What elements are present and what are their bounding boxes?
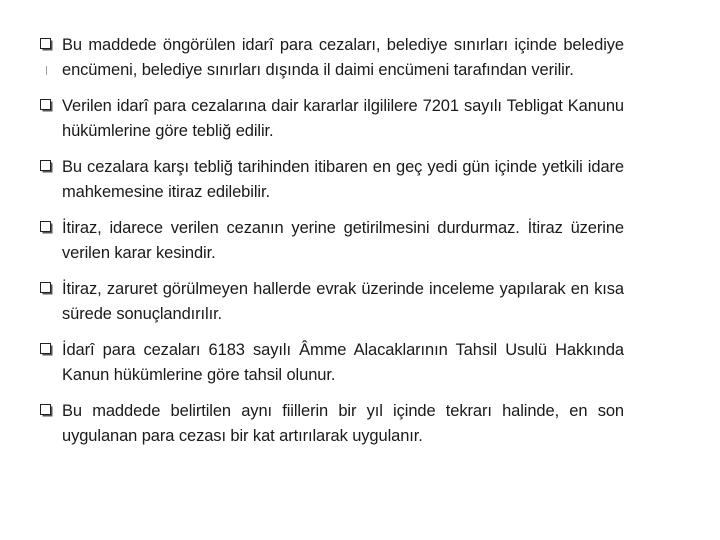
list-item [38, 277, 624, 326]
list-item-text: Bu maddede öngörülen idarî para cezaları, belediye sınırları içinde belediye encümeni, belediye sınırları dışında il daimi encümeni tarafından verilir. [62, 36, 624, 79]
box-bullet-icon [40, 99, 53, 112]
list-item [38, 338, 624, 387]
box-bullet-icon [40, 343, 53, 356]
box-bullet-icon [40, 160, 53, 173]
list-item [38, 33, 624, 82]
bullet-list [38, 33, 624, 448]
list-item-text: İtiraz, idarece verilen cezanın yerine getirilmesini durdurmaz. İtiraz üzerine verilen karar kesindir. [62, 219, 624, 262]
list-item [38, 399, 624, 448]
list-item-text: Bu maddede belirtilen aynı fiillerin bir yıl içinde tekrarı halinde, en son uygulanan para cezası bir kat artırılarak uygulanır. [62, 402, 624, 445]
list-item [38, 155, 624, 204]
box-bullet-icon [40, 221, 53, 234]
list-item-text: Verilen idarî para cezalarına dair kararlar ilgililere 7201 sayılı Tebligat Kanunu hükümlerine göre tebliğ edilir. [62, 97, 624, 140]
box-bullet-icon [40, 38, 53, 51]
list-item [38, 216, 624, 265]
list-item-text: Bu cezalara karşı tebliğ tarihinden itibaren en geç yedi gün içinde yetkili idare mahkemesine itiraz edilebilir. [62, 158, 624, 201]
list-item [38, 94, 624, 143]
box-bullet-icon [40, 282, 53, 295]
box-bullet-icon [40, 404, 53, 417]
list-item-text: İtiraz, zaruret görülmeyen hallerde evrak üzerinde inceleme yapılarak en kısa sürede sonuçlandırılır. [62, 280, 624, 323]
list-item-text: İdarî para cezaları 6183 sayılı Âmme Alacaklarının Tahsil Usulü Hakkında Kanun hükümlerine göre tahsil olunur. [62, 341, 624, 384]
